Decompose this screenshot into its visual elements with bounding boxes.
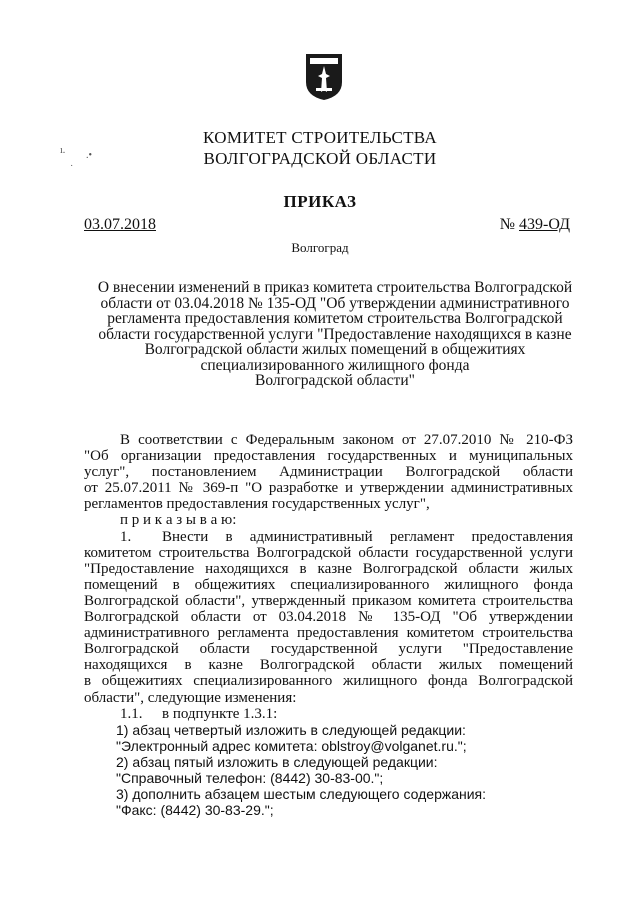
number-prefix: № — [499, 216, 519, 233]
preamble-line: "Об организации предоставления государственных и муниципальных — [84, 448, 573, 465]
subject-line: специализированного жилищного фонда — [200, 356, 470, 374]
subject-line: регламента предоставления комитетом строительства Волгоградской — [107, 310, 563, 327]
item1-line: "Предоставление находящихся в казне Волгоградской области жилых — [84, 560, 573, 577]
change-line: 2) абзац пятый изложить в следующей редакции: — [116, 753, 438, 770]
change-line: "Электронный адрес комитета: oblstroy@volganet.ru."; — [116, 737, 467, 754]
preamble-line: В соответствии с Федеральным законом от 27.07.2010 № 210-ФЗ — [120, 432, 573, 448]
item-number: 1. — [120, 528, 132, 545]
item1-line: комитетом строительства Волгоградской области государственной услуги — [84, 544, 573, 561]
subject-line: Волгоградской области" — [255, 372, 415, 389]
scan-mark: ı. — [60, 145, 66, 156]
subitem-number: 1.1. — [120, 705, 143, 722]
subject-line: О внесении изменений в приказ комитета строительства Волгоградской — [97, 279, 573, 296]
item1-line: области", следующие изменения: — [84, 689, 297, 706]
subitem-text: в подпункте 1.3.1: — [162, 705, 278, 722]
item1-line: административного регламента предоставления комитетом строительства — [84, 625, 573, 642]
change-line: "Справочный телефон: (8442) 30-83-00."; — [116, 769, 384, 786]
subject-line: Волгоградской области жилых помещений в общежитиях — [144, 341, 526, 358]
document-title: ПРИКАЗ — [283, 192, 357, 211]
item1-line: Внести в административный регламент предоставления — [162, 528, 573, 545]
item1-line: находящихся в казне Волгоградской области жилых помещений — [84, 657, 573, 674]
item1-line: в общежитиях специализированного жилищного фонда Волгоградской — [84, 673, 573, 690]
change-line: 3) дополнить абзацем шестым следующего содержания: — [116, 786, 487, 803]
coat-of-arms-icon — [304, 52, 344, 102]
scan-mark: ˙ — [70, 164, 74, 175]
scan-mark: .• — [86, 150, 93, 161]
committee-name-line1: КОМИТЕТ СТРОИТЕЛЬСТВА — [203, 128, 437, 147]
order-word: п р и к а з ы в а ю: — [120, 512, 237, 529]
subject-line: области от 03.04.2018 № 135-ОД "Об утверждении административного — [100, 294, 570, 312]
preamble-line: услуг", постановлением Администрации Волгоградской области — [84, 464, 573, 481]
subject-line: области государственной услуги "Предоставление находящихся в казне — [98, 325, 572, 343]
committee-name-line2: ВОЛГОГРАДСКОЙ ОБЛАСТИ — [203, 149, 437, 168]
document-number — [500, 216, 570, 234]
change-line: "Факс: (8442) 30-83-29."; — [116, 802, 274, 819]
item1-line: помещений в общежитиях специализированного жилищного фонда — [84, 576, 573, 593]
item1-line: Волгоградской области государственной услуги "Предоставление — [84, 641, 573, 658]
number-value: 439-ОД — [519, 216, 570, 233]
document-body — [84, 432, 573, 818]
subitem-line — [84, 706, 573, 722]
preamble-line: от 25.07.2011 № 369-п "О разработке и утверждении административных — [84, 480, 573, 497]
city: Волгоград — [291, 240, 349, 255]
item1-line: Волгоградской области", утвержденный приказом комитета строительства — [84, 592, 573, 609]
change-line: 1) абзац четвертый изложить в следующей редакции: — [116, 721, 466, 738]
item1-line: Волгоградской области от 03.04.2018 № 135-ОД "Об утверждении — [84, 609, 573, 626]
document-date: 03.07.2018 — [84, 216, 156, 233]
preamble-line: регламентов предоставления государственных услуг", — [84, 496, 430, 513]
document-subject — [90, 280, 580, 389]
item1-first-line — [84, 529, 573, 545]
